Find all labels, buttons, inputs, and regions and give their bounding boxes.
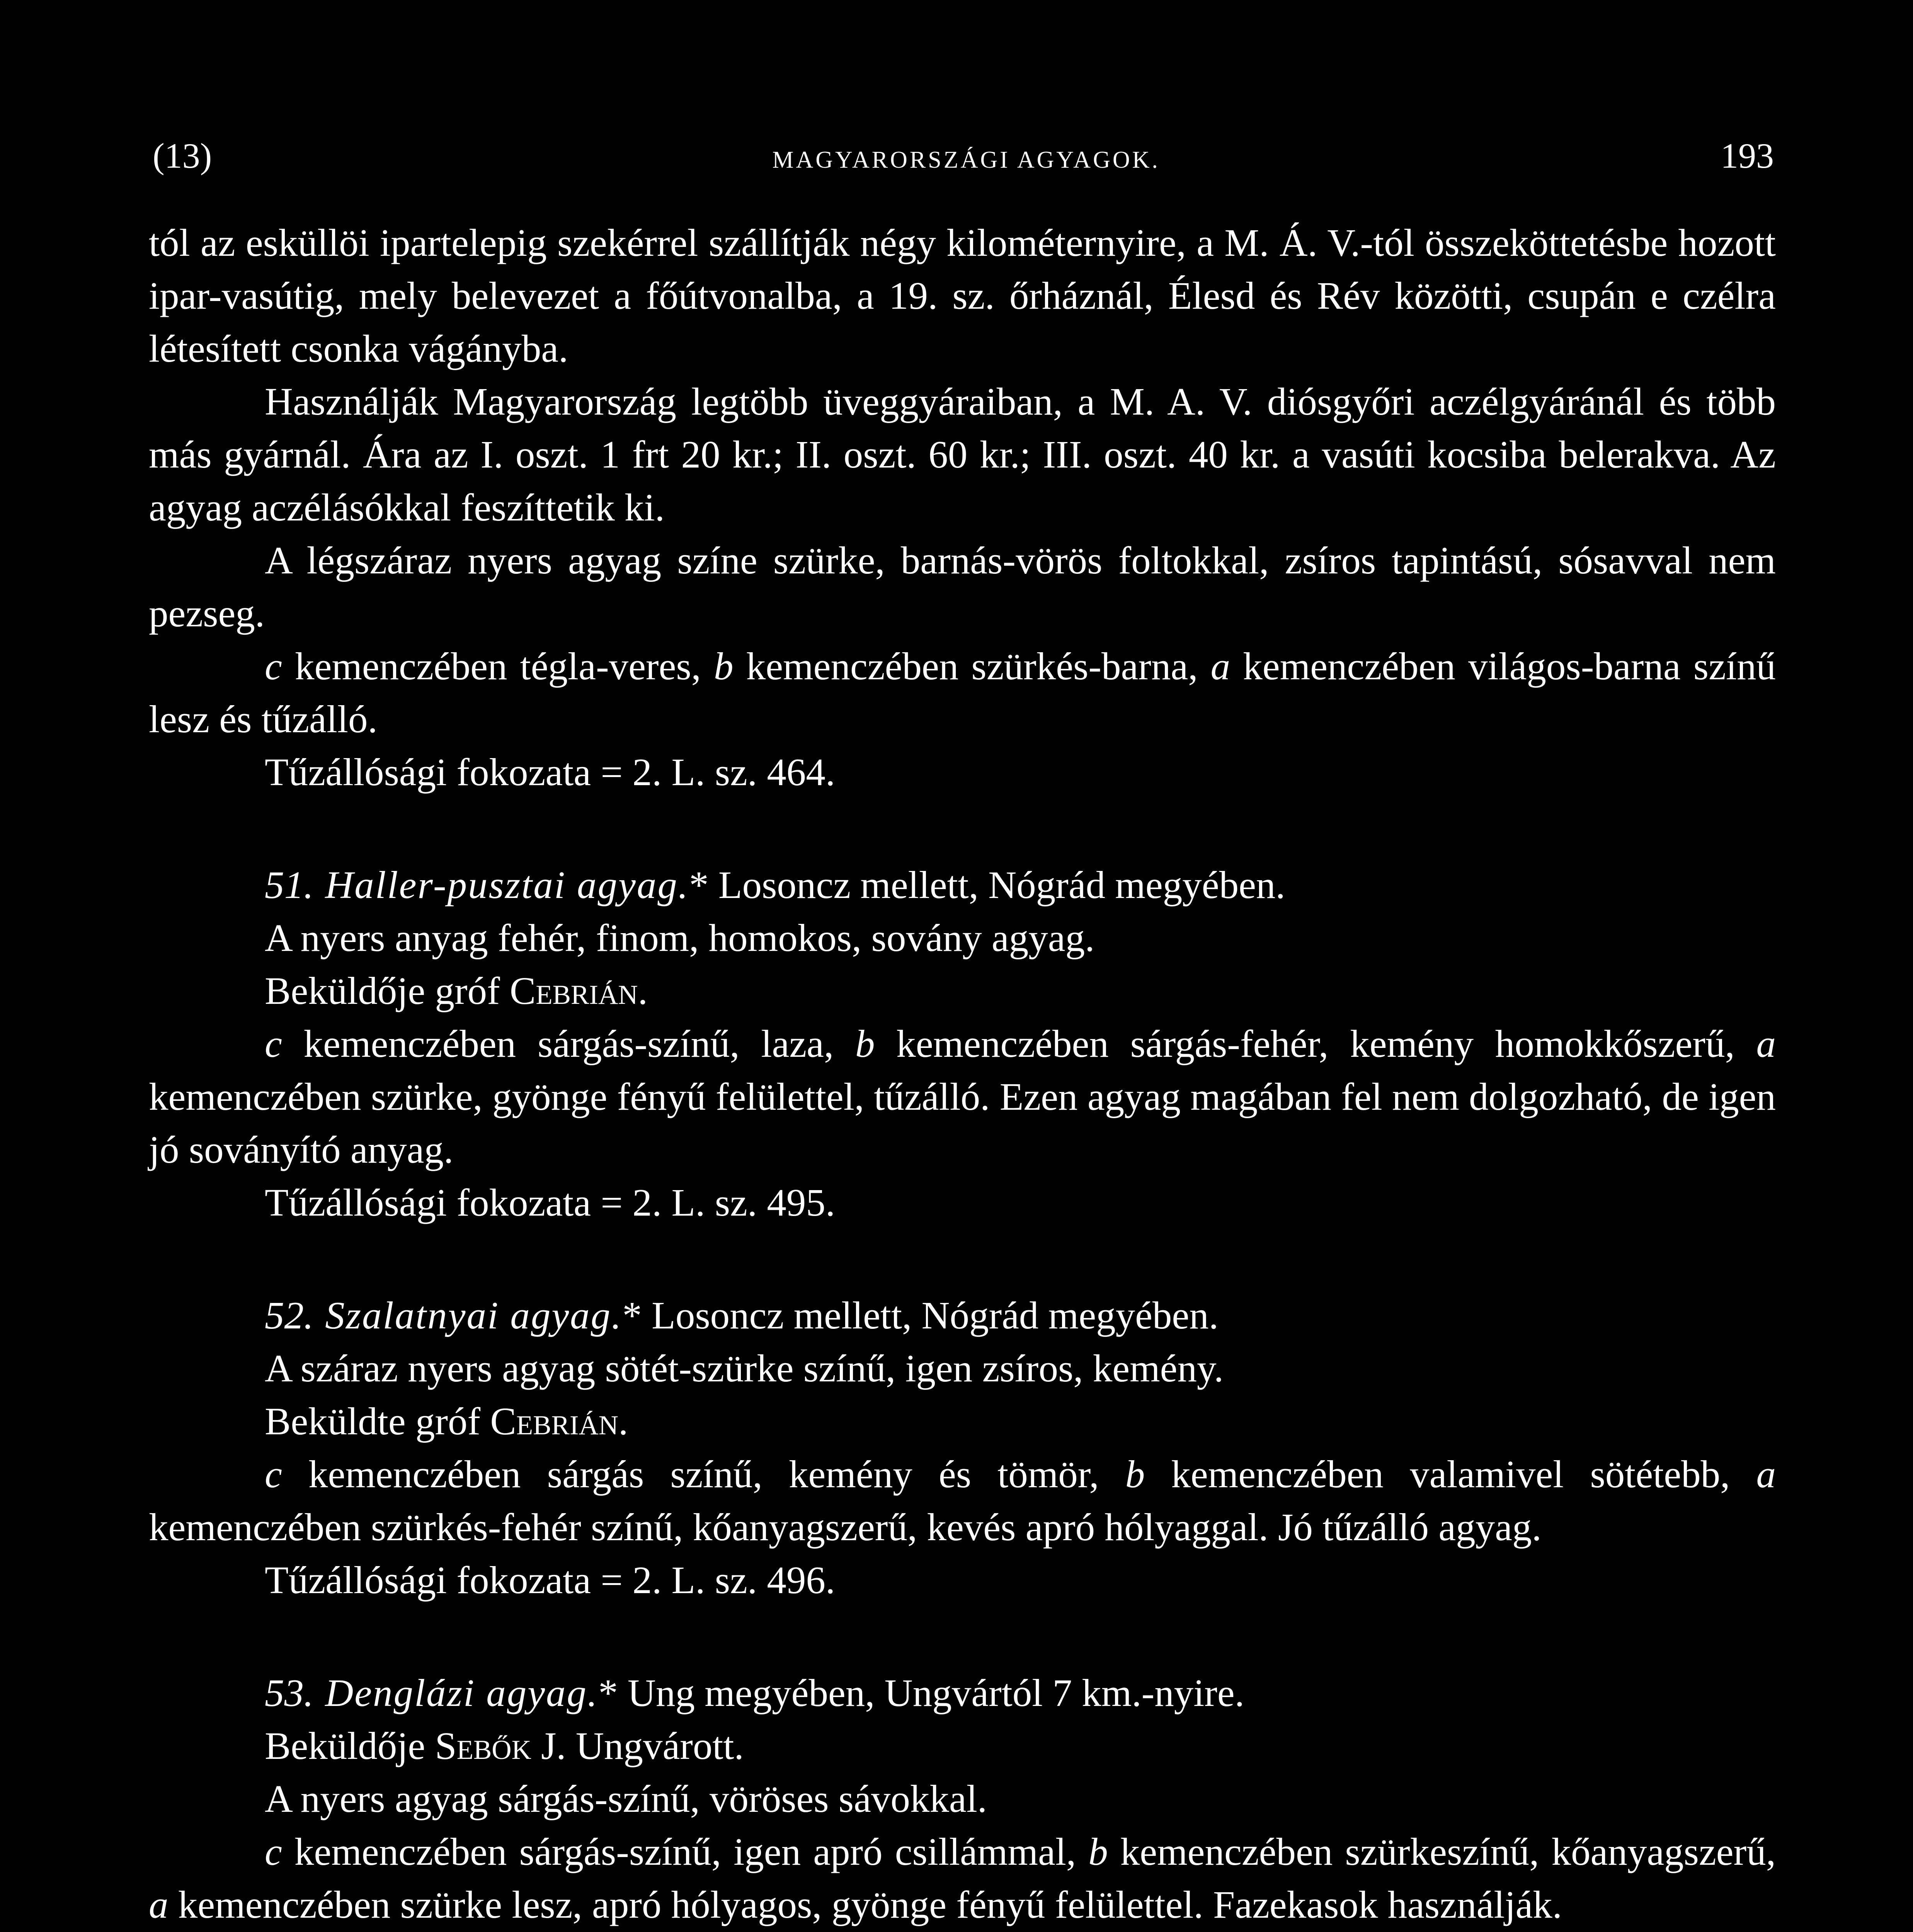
running-header bbox=[153, 135, 1774, 182]
paragraph: Beküldője gróf Cebrián. bbox=[265, 969, 648, 1012]
header-page-number: 193 bbox=[1720, 136, 1774, 175]
paragraph: A légszáraz nyers agyag színe szürke, barnás-vörös foltokkal, zsíros tapintású, sósavval nem pezseg. bbox=[149, 539, 1776, 635]
paragraph: c kemenczében sárgás-színű, laza, b kemenczében sárgás-fehér, kemény homokkőszerű, a kemenczében szürke, gyönge fényű felülettel, tűzálló. Ezen agyag magában fel nem dolgozható, de igen jó soványító anyag. bbox=[149, 1022, 1776, 1171]
paragraph: c kemenczében sárgás-színű, igen apró csillámmal, b kemenczében szürkeszínű, kőanyagszerű, a kemenczében szürke lesz, apró hólyagos, gyönge fényű felülettel. Fazekasok használják. bbox=[149, 1830, 1776, 1926]
section-heading-53: 53. Denglázi agyag.* Ung megyében, Ungvártól 7 km.-nyire. bbox=[265, 1671, 1245, 1714]
section-title: Szalatnyai agyag. bbox=[325, 1294, 623, 1337]
paragraph: c kemenczében sárgás színű, kemény és tömör, b kemenczében valamivel sötétebb, a kemenczében szürkés-fehér színű, kőanyagszerű, kevés apró hólyaggal. Jó tűzálló agyag. bbox=[149, 1452, 1776, 1549]
section-number: 52. bbox=[265, 1294, 314, 1337]
section-title: Haller-pusztai agyag. bbox=[325, 863, 689, 906]
section-number: 51. bbox=[265, 863, 314, 906]
header-section-number: (13) bbox=[153, 136, 212, 175]
paragraph: A nyers anyag fehér, finom, homokos, sovány agyag. bbox=[265, 916, 1095, 959]
fire-resistance-line: Tűzállósági fokozata = 2. L. sz. 495. bbox=[265, 1181, 836, 1224]
paragraph: c kemenczében tégla-veres, b kemenczében szürkés-barna, a kemenczében világos-barna színű lesz és tűzálló. bbox=[149, 645, 1776, 741]
paragraph: A nyers agyag sárgás-színű, vöröses sávokkal. bbox=[265, 1777, 987, 1820]
paragraph: A száraz nyers agyag sötét-szürke színű, igen zsíros, kemény. bbox=[265, 1347, 1224, 1390]
section-heading-52: 52. Szalatnyai agyag.* Losoncz mellett, Nógrád megyében. bbox=[265, 1294, 1219, 1337]
fire-resistance-line: Tűzállósági fokozata = 2. L. sz. 464. bbox=[265, 750, 836, 794]
header-title: MAGYARORSZÁGI AGYAGOK. bbox=[772, 147, 1160, 173]
section-title: Denglázi agyag. bbox=[325, 1671, 599, 1714]
body-text bbox=[149, 216, 1776, 1932]
paragraph: Használják Magyarország legtöbb üveggyáraiban, a M. A. V. diósgyőri aczélgyáránál és több más gyárnál. Ára az I. oszt. 1 frt 20 kr.; II. oszt. 60 kr.; III. oszt. 40 kr. a vasúti kocsiba belerakva. Az agyag aczélásókkal feszíttetik ki. bbox=[149, 380, 1776, 529]
section-number: 53. bbox=[265, 1671, 314, 1714]
section-heading-51: 51. Haller-pusztai agyag.* Losoncz mellett, Nógrád megyében. bbox=[265, 863, 1285, 906]
paragraph: Beküldte gróf Cebrián. bbox=[265, 1400, 628, 1443]
paragraph: Beküldője Sebők J. Ungvárott. bbox=[265, 1724, 744, 1767]
fire-resistance-line: Tűzállósági fokozata = 2. L. sz. 496. bbox=[265, 1558, 836, 1602]
paragraph: tól az esküllöi ipartelepig szekérrel szállítják négy kilométernyire, a M. Á. V.-tól összeköttetésbe hozott ipar-vasútig, mely belevezet a főútvonalba, a 19. sz. őrháznál, Élesd és Rév közötti, csupán e czélra létesített csonka vágányba. bbox=[149, 221, 1776, 370]
